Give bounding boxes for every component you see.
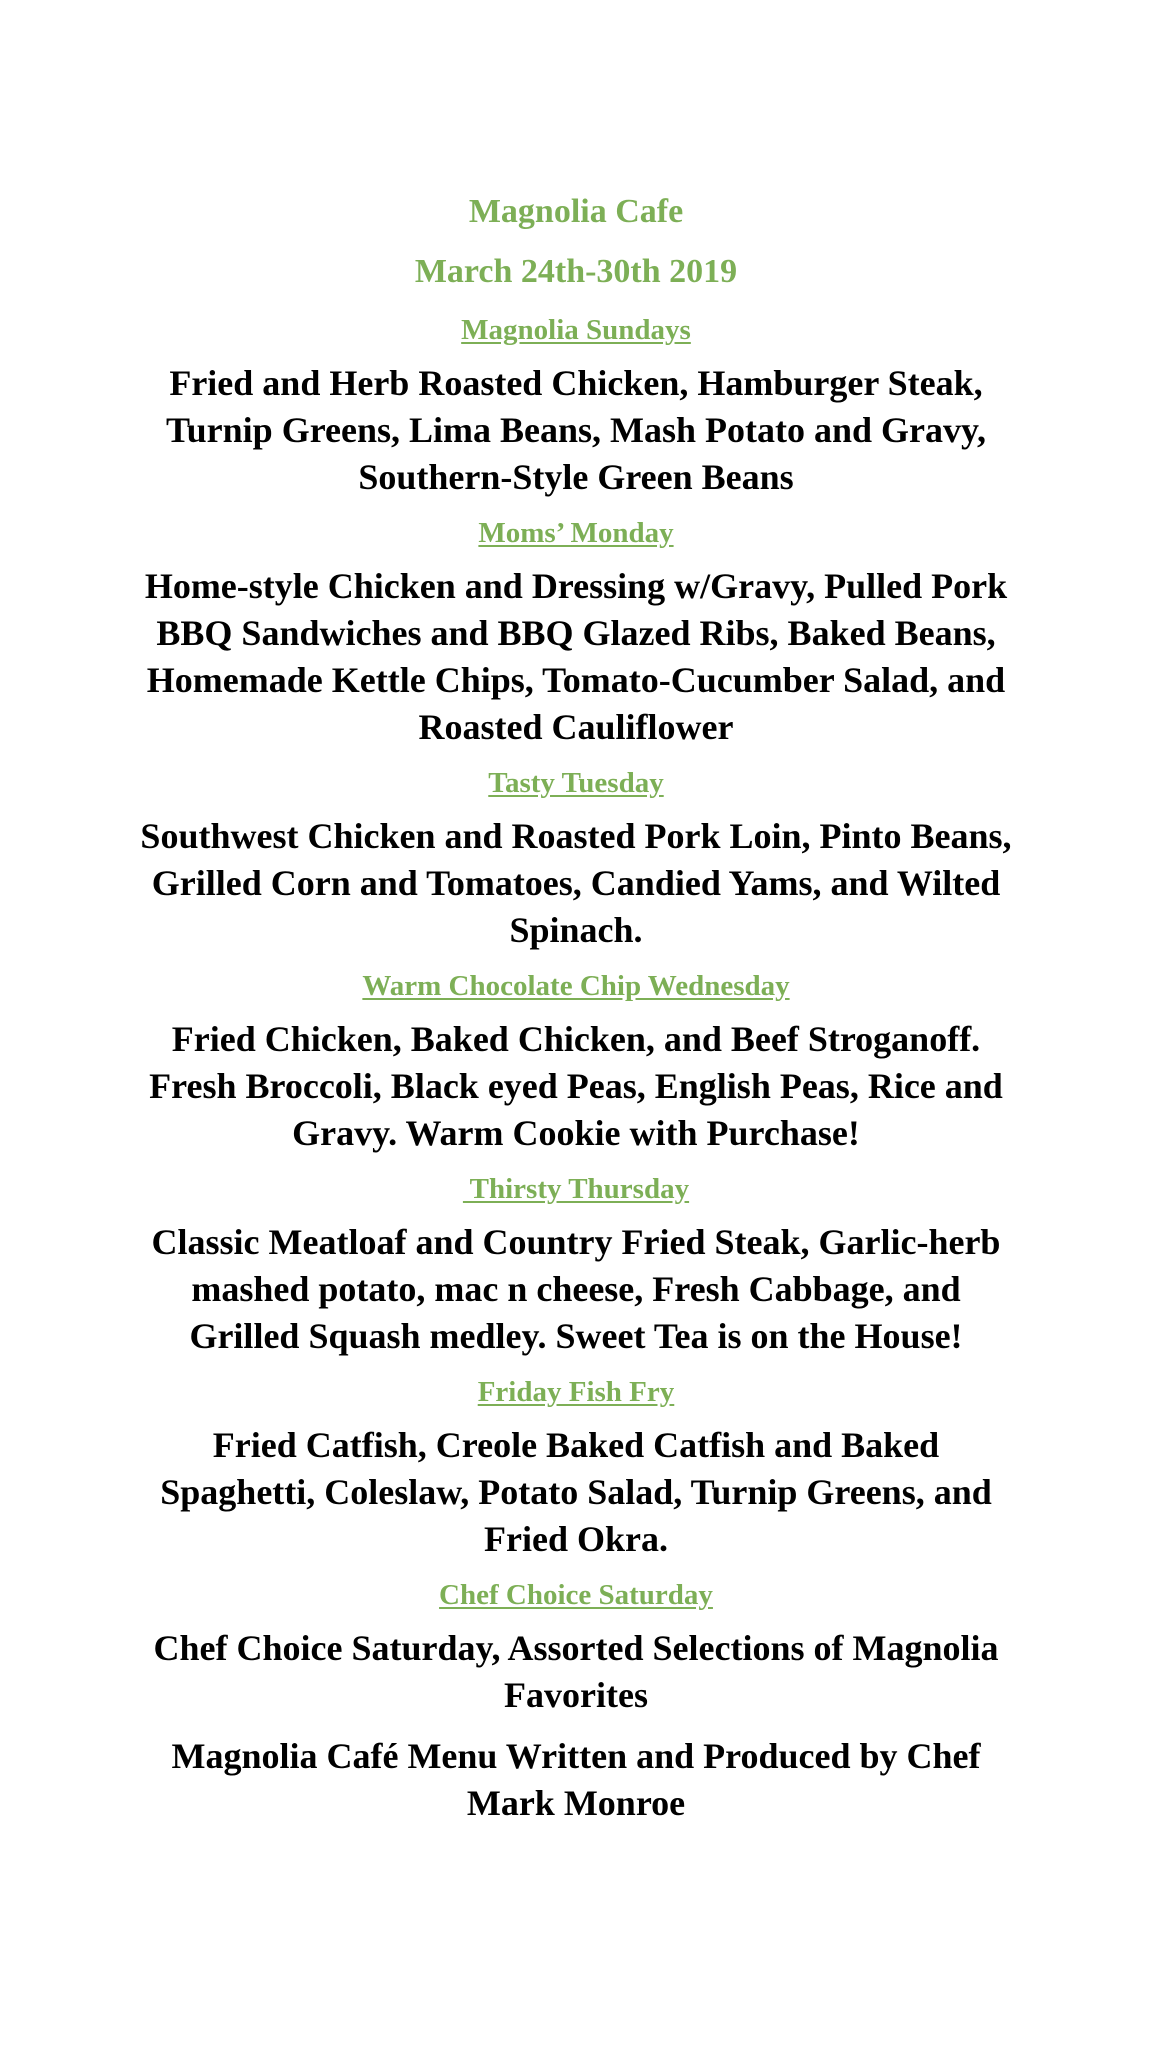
day-heading-thursday: Thirsty Thursday [462, 1173, 690, 1205]
day-heading-saturday: Chef Choice Saturday [439, 1579, 713, 1611]
day-heading-monday: Moms’ Monday [478, 517, 674, 549]
day-menu-wednesday: Fried Chicken, Baked Chicken, and Beef Stroganoff. Fresh Broccoli, Black eyed Peas, English Peas, Rice and Gravy. Warm Cookie with Purchase! [149, 1019, 1003, 1153]
day-menu-monday: Home-style Chicken and Dressing w/Gravy, Pulled Pork BBQ Sandwiches and BBQ Glazed Ribs, Baked Beans, Homemade Kettle Chips, Tomato-Cucumber Salad, and Roasted Cauliflower [144, 566, 1008, 747]
day-menu-saturday: Chef Choice Saturday, Assorted Selections of Magnolia Favorites [153, 1628, 999, 1715]
menu-content [136, 0, 1016, 1827]
cafe-title: Magnolia Cafe [468, 193, 684, 230]
day-menu-sunday: Fried and Herb Roasted Chicken, Hamburger Steak, Turnip Greens, Lima Beans, Mash Potato and Gravy, Southern-Style Green Beans [165, 363, 987, 497]
day-heading-tuesday: Tasty Tuesday [488, 767, 664, 799]
day-heading-wednesday: Warm Chocolate Chip Wednesday [362, 970, 790, 1002]
day-menu-friday: Fried Catfish, Creole Baked Catfish and Baked Spaghetti, Coleslaw, Potato Salad, Turnip Greens, and Fried Okra. [160, 1425, 992, 1559]
day-menu-thursday: Classic Meatloaf and Country Fried Steak, Garlic-herb mashed potato, mac n cheese, Fresh Cabbage, and Grilled Squash medley. Sweet Tea is on the House! [151, 1222, 1001, 1356]
menu-credit: Magnolia Café Menu Written and Produced by Chef Mark Monroe [171, 1736, 981, 1823]
day-heading-friday: Friday Fish Fry [477, 1376, 675, 1408]
day-heading-sunday: Magnolia Sundays [461, 314, 691, 346]
menu-date-range: March 24th-30th 2019 [414, 253, 738, 290]
day-menu-tuesday: Southwest Chicken and Roasted Pork Loin, Pinto Beans, Grilled Corn and Tomatoes, Candied Yams, and Wilted Spinach. [140, 816, 1012, 950]
